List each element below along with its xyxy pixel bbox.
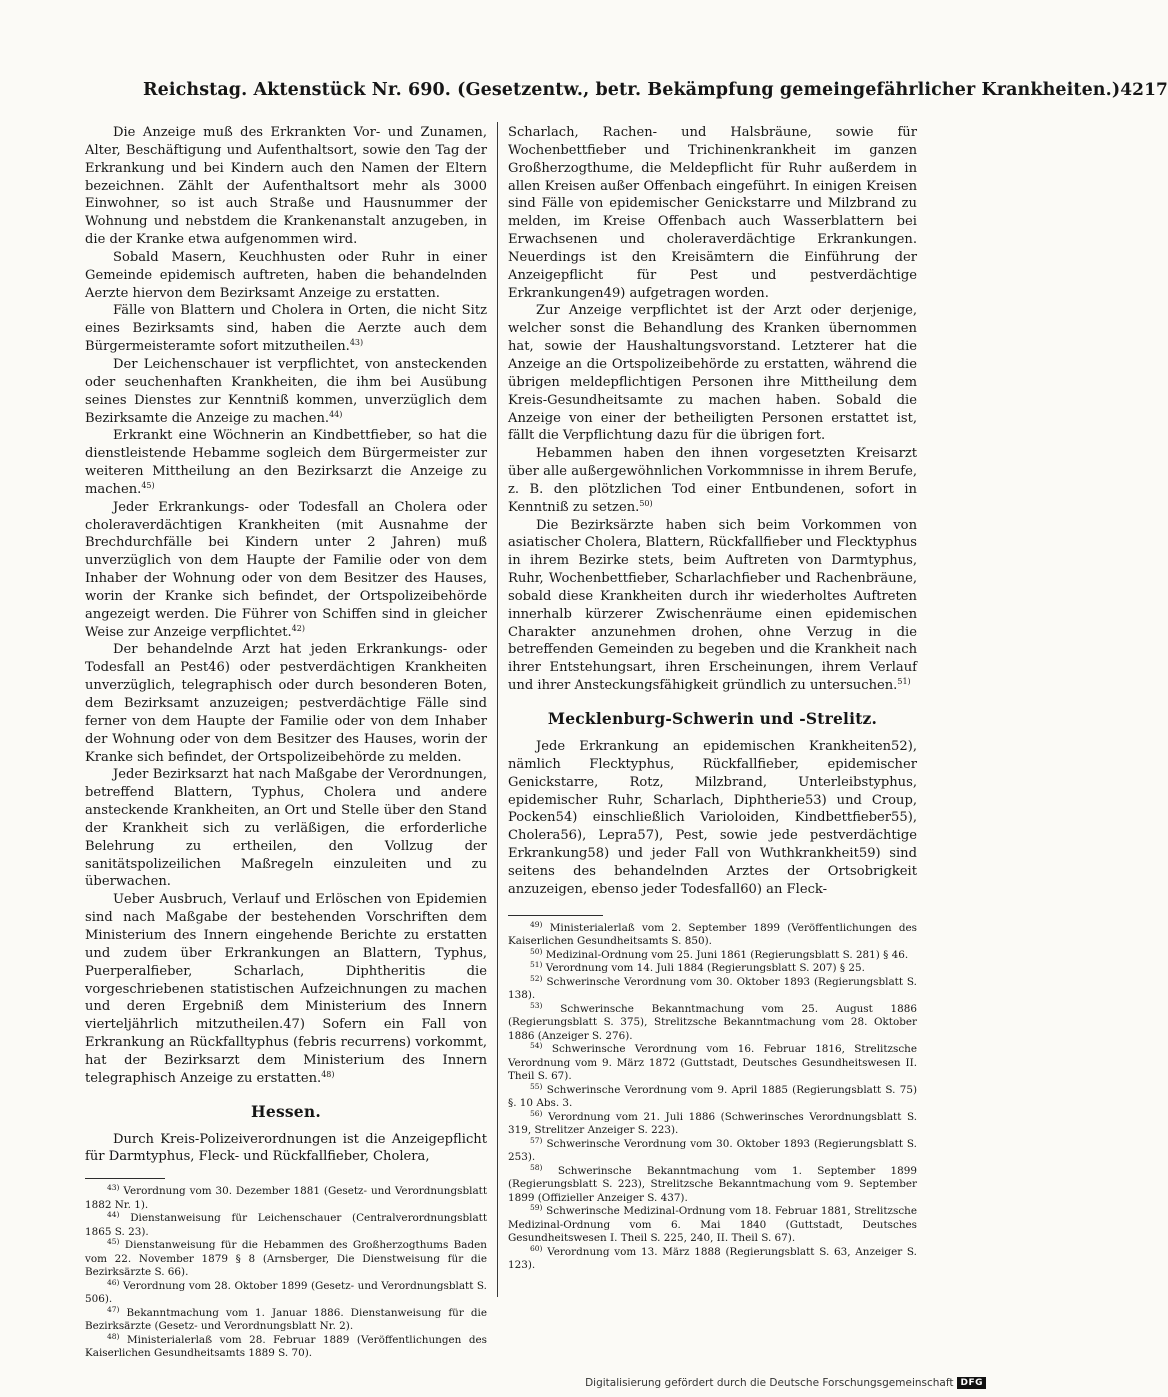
credit-text: Digitalisierung gefördert durch die Deutsche Forschungsgemeinschaft [585, 1376, 954, 1389]
page-header [143, 80, 1168, 106]
footnote: $^{49)}$ Ministerialerlaß vom 2. September 1899 (Veröffentlichungen des Kaiserlichen Gesundheitsamts S. 850). [508, 919, 917, 948]
paragraph: Der behandelnde Arzt hat jeden Erkrankungs- oder Todesfall an Pest46) oder pestverdächtigen Krankheiten unverzüglich, telegraphisch oder durch besonderen Boten, dem Bezirksamt anzuzeigen; pestverdächtige Fälle sind ferner von dem Haupte der Familie oder von dem Inhaber der Wohnung oder von dem Besitzer des Hauses, worin der Kranke sich befindet, der Ortspolizeibehörde zu melden. [85, 642, 487, 765]
footnote: $^{55)}$ Schwerinsche Verordnung vom 9. April 1885 (Regierungsblatt S. 75) §. 10 Abs. 3. [508, 1081, 917, 1110]
paragraph: Die Anzeige muß des Erkrankten Vor- und Zunamen, Alter, Beschäftigung und Aufenthaltsort, sowie den Tag der Erkrankung und bei Kindern auch den Namen der Eltern bezeichnen. Zählt der Aufenthaltsort mehr als 3000 Einwohner, so ist auch Straße und Hausnummer der Wohnung und nebstdem die Krankenanstalt anzugeben, in die der Kranke etwa aufgenommen wird. [85, 125, 487, 248]
footnote: $^{46)}$ Verordnung vom 28. Oktober 1899 (Gesetz- und Verordnungsblatt S. 506). [85, 1277, 487, 1306]
right-column [508, 124, 917, 1273]
dfg-logo: DFG [957, 1377, 986, 1389]
paragraph: Sobald Masern, Keuchhusten oder Ruhr in einer Gemeinde epidemisch auftreten, haben die behandelnden Aerzte hiervon dem Bezirksamt Anzeige zu erstatten. [85, 249, 487, 301]
paragraph: Jeder Bezirksarzt hat nach Maßgabe der Verordnungen, betreffend Blattern, Typhus, Cholera und andere ansteckende Krankheiten, an Ort und Stelle über den Stand der Krankheit sich zu verläßigen, die erforderliche Belehrung zu ertheilen, den Vollzug der sanitätspolizeilichen Maßregeln einzuleiten und zu überwachen. [85, 767, 487, 890]
paragraph: Hebammen haben den ihnen vorgesetzten Kreisarzt über alle außergewöhnlichen Vorkommnisse in ihrem Berufe, z. B. den plötzlichen Tod einer Entbundenen, sofort in Kenntniß zu setzen.$^{50)}$ [508, 446, 917, 515]
paragraph: Ueber Ausbruch, Verlauf und Erlöschen von Epidemien sind nach Maßgabe der bestehenden Vorschriften dem Ministerium des Innern eingehende Berichte zu erstatten und zudem über Erkrankungen an Blattern, Typhus, Puerperalfieber, Scharlach, Diphtheritis die vorgeschriebenen statistischen Aufzeichnungen zu machen und deren Ergebniß dem Ministerium des Innern vierteljährlich mitzutheilen.47) Sofern ein Fall von Erkrankung an Rückfalltyphus (febris recurrens) vorkommt, hat der Bezirksarzt dem Ministerium des Innern telegraphisch Anzeige zu erstatten.$^{48)}$ [85, 892, 487, 1086]
section-heading-mecklenburg: Mecklenburg-Schwerin und -Strelitz. [547, 709, 878, 728]
footnote: $^{59)}$ Schwerinsche Medizinal-Ordnung vom 18. Februar 1881, Strelitzsche Medizinal-Ordnung vom 6. Mai 1840 (Guttstadt, Deutsches Gesundheitswesen I. Theil S. 225, 240, II. Theil S. 67). [508, 1203, 917, 1245]
footnote-rule [85, 1178, 165, 1179]
footnote: $^{56)}$ Verordnung vom 21. Juli 1886 (Schwerinsches Verordnungsblatt S. 319, Strelitzer Anzeiger S. 223). [508, 1108, 917, 1137]
footnote-rule [508, 915, 603, 916]
paragraph: Jede Erkrankung an epidemischen Krankheiten52), nämlich Flecktyphus, Rückfallfieber, epidemischer Genickstarre, Rotz, Milzbrand, Unterleibstyphus, epidemischer Ruhr, Scharlach, Diphtherie53) und Croup, Pocken54) einschließlich Varioloiden, Kindbettfieber55), Cholera56), Lepra57), Pest, sowie jede pestverdächtige Erkrankung58) und jeder Fall von Wuthkrankheit59) sind seitens des behandelnden Arztes der Ortsobrigkeit anzuzeigen, ebenso jeder Todesfall60) an Fleck- [508, 739, 917, 897]
running-title: Reichstag. Aktenstück Nr. 690. (Gesetzentw., betr. Bekämpfung gemeingefährlicher Krankheiten.) [143, 80, 1121, 100]
footnote: $^{43)}$ Verordnung vom 30. Dezember 1881 (Gesetz- und Verordnungsblatt 1882 Nr. 1). [85, 1183, 488, 1211]
footnote: $^{60)}$ Verordnung vom 13. März 1888 (Regierungsblatt S. 63, Anzeiger S. 123). [508, 1243, 917, 1272]
footnote: $^{44)}$ Dienstanweisung für Leichenschauer (Centralverordnungsblatt 1865 S. 23). [85, 1210, 487, 1238]
paragraph: Jeder Erkrankungs- oder Todesfall an Cholera oder choleraverdächtigen Krankheiten (mit Ausnahme der Brechdurchfälle bei Kindern unter 2 Jahren) muß unverzüglich von dem Haupte der Familie oder von dem Inhaber der Wohnung oder von dem Besitzer des Hauses, worin der Kranke sich befindet, der Ortspolizeibehörde angezeigt werden. Die Führer von Schiffen sind in gleicher Weise zur Anzeige verpflichtet.$^{42)}$ [85, 499, 487, 640]
page-number: 4217 [1120, 80, 1168, 100]
footnote: $^{50)}$ Medizinal-Ordnung vom 25. Juni 1861 (Regierungsblatt S. 281) § 46. [530, 946, 909, 961]
paragraph: Zur Anzeige verpflichtet ist der Arzt oder derjenige, welcher sonst die Behandlung des Kranken übernommen hat, sowie der Haushaltungsvorstand. Letzterer hat die Anzeige an die Ortspolizeibehörde zu erstatten, während die übrigen meldepflichtigen Personen ihre Mittheilung dem Kreis-Gesundheitsamte zu machen haben. Sobald die Anzeige von einer der betheiligten Personen erstattet ist, fällt die Verpflichtung dazu für die übrigen fort. [508, 303, 917, 444]
footnote: $^{52)}$ Schwerinsche Verordnung vom 30. Oktober 1893 (Regierungsblatt S. 138). [508, 973, 917, 1002]
footnote: $^{45)}$ Dienstanweisung für die Hebammen des Großherzogthums Baden vom 22. November 1879 § 8 (Arnsberger, Die Dienstweisung für die Bezirksärzte S. 66). [85, 1237, 487, 1279]
footnote: $^{57)}$ Schwerinsche Verordnung vom 30. Oktober 1893 (Regierungsblatt S. 253). [508, 1135, 917, 1164]
footnote: $^{53)}$ Schwerinsche Bekanntmachung vom 25. August 1886 (Regierungsblatt S. 375), Strelitzsche Bekanntmachung vom 28. Oktober 1886 (Anzeiger S. 276). [508, 1000, 917, 1042]
paragraph: Der Leichenschauer ist verpflichtet, von ansteckenden oder seuchenhaften Krankheiten, die ihm bei Ausübung seines Dienstes zur Kenntniß kommen, unverzüglich dem Bezirksamte die Anzeige zu machen.$^{44)}$ [85, 356, 487, 426]
footnote: $^{58)}$ Schwerinsche Bekanntmachung vom 1. September 1899 (Regierungsblatt S. 223), Strelitzsche Bekanntmachung vom 9. September 1899 (Offizieller Anzeiger S. 437). [508, 1162, 917, 1204]
paragraph: Erkrankt eine Wöchnerin an Kindbettfieber, so hat die dienstleistende Hebamme sogleich dem Bürgermeister zur weiteren Mittheilung an den Bezirksarzt die Anzeige zu machen.$^{45)}$ [85, 428, 487, 497]
footnote: $^{51)}$ Verordnung vom 14. Juli 1884 (Regierungsblatt S. 207) § 25. [530, 960, 865, 975]
footnotes [85, 1185, 487, 1361]
footnote: $^{48)}$ Ministerialerlaß vom 28. Februar 1889 (Veröffentlichungen des Kaiserlichen Gesundheitsamts 1889 S. 70). [85, 1331, 487, 1360]
footnote: $^{54)}$ Schwerinsche Verordnung vom 16. Februar 1816, Strelitzsche Verordnung vom 9. März 1872 (Guttstadt, Deutsches Gesundheitswesen II. Theil S. 67). [508, 1041, 917, 1083]
paragraph: Durch Kreis-Polizeiverordnungen ist die Anzeigepflicht für Darmtyphus, Fleck- und Rückfallfieber, Cholera, [85, 1131, 487, 1165]
left-column [85, 124, 487, 1361]
section-heading-hessen: Hessen. [251, 1101, 321, 1121]
paragraph: Fälle von Blattern und Cholera in Orten, die nicht Sitz eines Bezirksamts sind, haben die Aerzte auch dem Bürgermeisteramte sofort mitzutheilen.$^{43)}$ [85, 303, 487, 355]
paragraph: Die Bezirksärzte haben sich beim Vorkommen von asiatischer Cholera, Blattern, Rückfallfieber und Flecktyphus in ihrem Bezirke stets, beim Auftreten von Darmtyphus, Ruhr, Wochenbettfieber, Scharlachfieber und Rachenbräune, sobald diese Krankheiten durch ihr wiederholtes Auftreten innerhalb kürzerer Zwischenräume einen epidemischen Charakter anzunehmen drohen, ohne Verzug in die betreffenden Gemeinden zu begeben und die Krankheit nach ihrer Entstehungsart, ihren Erscheinungen, ihrem Verlauf und ihrer Ansteckungsfähigkeit gründlich zu untersuchen.$^{51)}$ [508, 517, 917, 694]
footnote: $^{47)}$ Bekanntmachung vom 1. Januar 1886. Dienstanweisung für die Bezirksärzte (Gesetz- und Verordnungsblatt Nr. 2). [85, 1304, 487, 1333]
digitization-credit [585, 1375, 986, 1390]
column-divider [497, 122, 498, 1297]
paragraph: Scharlach, Rachen- und Halsbräune, sowie für Wochenbettfieber und Trichinenkrankheit im ganzen Großherzogthume, die Meldepflicht für Ruhr außerdem in allen Kreisen außer Offenbach eingeführt. In einigen Kreisen sind Fälle von epidemischer Genickstarre und Milzbrand zu melden, im Kreise Offenbach auch Wasserblattern bei Erwachsenen und choleraverdächtige Erkrankungen. Neuerdings ist den Kreisämtern die Einführung der Anzeigepflicht für Pest und pestverdächtige Erkrankungen49) aufgetragen worden. [508, 125, 917, 301]
footnotes [508, 919, 917, 1273]
